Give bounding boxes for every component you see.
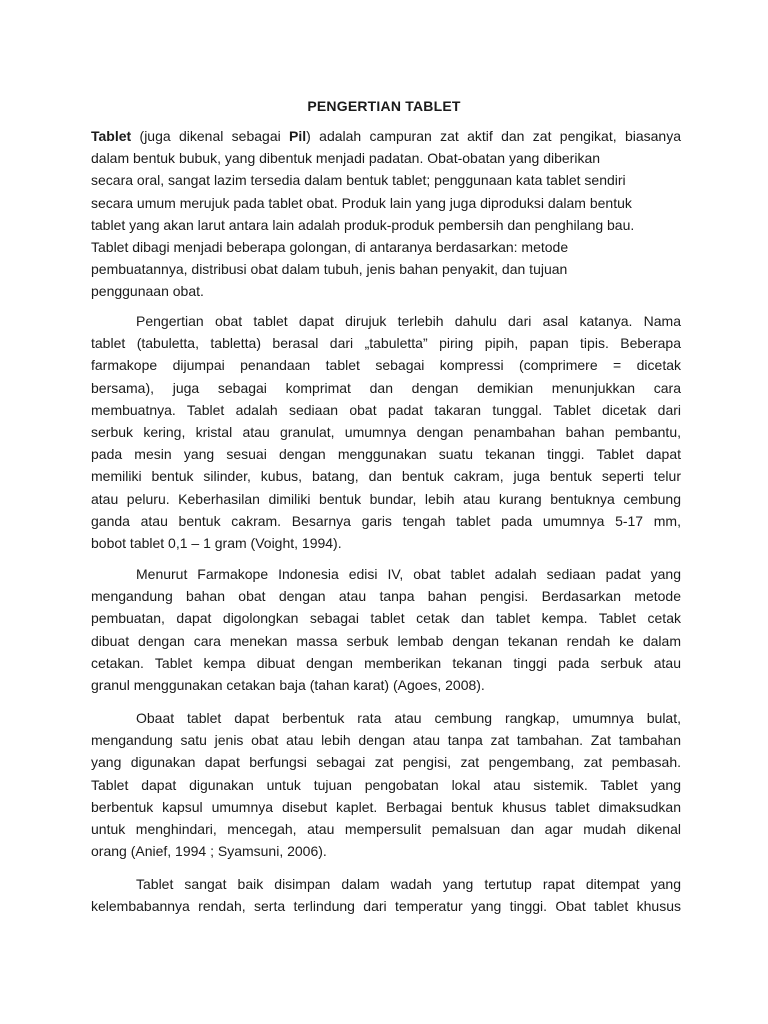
- text-run: (juga dikenal sebagai: [131, 128, 290, 144]
- paragraph-line: memiliki bentuk silinder, kubus, batang, dan bentuk cakram, juga bentuk seperti telur: [91, 468, 681, 485]
- paragraph-line: kelembabannya rendah, serta terlindung dari temperatur yang tinggi. Obat tablet khusus: [91, 898, 681, 915]
- paragraph-line: farmakope dijumpai penandaan tablet sebagai kompressi (comprimere = dicetak: [91, 357, 681, 374]
- paragraph-line: atau peluru. Keberhasilan dimiliki bentuk bundar, lebih atau kurang bentuknya cembung: [91, 490, 681, 507]
- paragraph-line: Tablet dibagi menjadi beberapa golongan, di antaranya berdasarkan: metode: [91, 239, 569, 255]
- paragraph-line: untuk menghindari, mencegah, atau mempersulit pemalsuan dan agar mudah dikenal: [91, 821, 681, 838]
- paragraph-1: [91, 125, 681, 236]
- bold-term: Pil: [289, 128, 307, 144]
- paragraph-6: [91, 873, 681, 917]
- document-title: PENGERTIAN TABLET: [307, 98, 461, 114]
- paragraph-line: berbentuk kapsul umumnya disebut kaplet. Berbagai bentuk khusus tablet dimaksudkan: [91, 798, 681, 815]
- paragraph-4: [91, 563, 681, 696]
- paragraph-line: Pengertian obat tablet dapat dirujuk terlebih dahulu dari asal katanya. Nama: [136, 313, 681, 329]
- paragraph-line: tablet yang akan larut antara lain adalah produk-produk pembersih dan penghilang bau.: [91, 216, 635, 233]
- paragraph-line: penggunaan obat.: [91, 283, 204, 300]
- paragraph-line: membuatnya. Tablet adalah sediaan obat padat takaran tunggal. Tablet dicetak dari: [91, 401, 681, 418]
- paragraph-line: cetakan. Tablet kempa dibuat dengan memberikan tekanan tinggi pada serbuk atau: [91, 654, 681, 671]
- text-run: ) adalah campuran zat aktif dan zat pengikat, biasanya: [306, 128, 681, 144]
- paragraph-line: secara oral, sangat lazim tersedia dalam bentuk tablet; penggunaan kata tablet sendiri: [91, 172, 626, 189]
- paragraph-line: [91, 125, 681, 147]
- paragraph-5: [91, 707, 681, 862]
- paragraph-line: secara umum merujuk pada tablet obat. Produk lain yang juga diproduksi dalam bentuk: [91, 194, 632, 211]
- paragraph-line: Obaat tablet dapat berbentuk rata atau cembung rangkap, umumnya bulat,: [136, 710, 681, 726]
- paragraph-line: pembuatan, dapat digolongkan sebagai tablet cetak dan tablet kempa. Tablet cetak: [91, 610, 681, 627]
- paragraph-line: Tablet dapat digunakan untuk tujuan pengobatan lokal atau sistemik. Tablet yang: [91, 776, 681, 793]
- paragraph-3: [91, 310, 681, 554]
- paragraph-line: Menurut Farmakope Indonesia edisi IV, obat tablet adalah sediaan padat yang: [136, 566, 681, 582]
- paragraph-line: orang (Anief, 1994 ; Syamsuni, 2006).: [91, 843, 327, 860]
- paragraph-2: [91, 236, 681, 303]
- paragraph-line: dalam bentuk bubuk, yang dibentuk menjadi padatan. Obat-obatan yang diberikan: [91, 150, 601, 167]
- paragraph-line: bobot tablet 0,1 – 1 gram (Voight, 1994).: [91, 535, 342, 552]
- paragraph-line: pembuatannya, distribusi obat dalam tubuh, jenis bahan penyakit, dan tujuan: [91, 261, 568, 278]
- paragraph-line: pada mesin yang sesuai dengan menggunakan suatu tekanan tinggi. Tablet dapat: [91, 446, 681, 463]
- paragraph-line: yang digunakan dapat berfungsi sebagai zat pengisi, zat pengembang, zat pembasah.: [91, 754, 681, 771]
- bold-term: Tablet: [91, 128, 132, 144]
- paragraph-line: Tablet sangat baik disimpan dalam wadah yang tertutup rapat ditempat yang: [136, 876, 681, 892]
- paragraph-line: serbuk kering, kristal atau granulat, umumnya dengan penambahan bahan pembantu,: [91, 424, 681, 441]
- paragraph-line: bersama), juga sebagai komprimat dan dengan demikian menunjukkan cara: [91, 379, 681, 396]
- paragraph-line: mengandung bahan obat dengan atau tanpa bahan pengisi. Berdasarkan metode: [91, 588, 681, 605]
- paragraph-line: tablet (tabuletta, tabletta) berasal dari „tabuletta” piring pipih, papan tipis. Beberapa: [91, 335, 681, 352]
- paragraph-line: granul menggunakan cetakan baja (tahan karat) (Agoes, 2008).: [91, 677, 485, 694]
- paragraph-line: ganda atau bentuk cakram. Besarnya garis tengah tablet pada umumnya 5-17 mm,: [91, 512, 681, 529]
- paragraph-line: mengandung satu jenis obat atau lebih dengan atau tanpa zat tambahan. Zat tambahan: [91, 732, 681, 749]
- paragraph-line: dibuat dengan cara menekan massa serbuk lembab dengan tekanan rendah ke dalam: [91, 632, 681, 649]
